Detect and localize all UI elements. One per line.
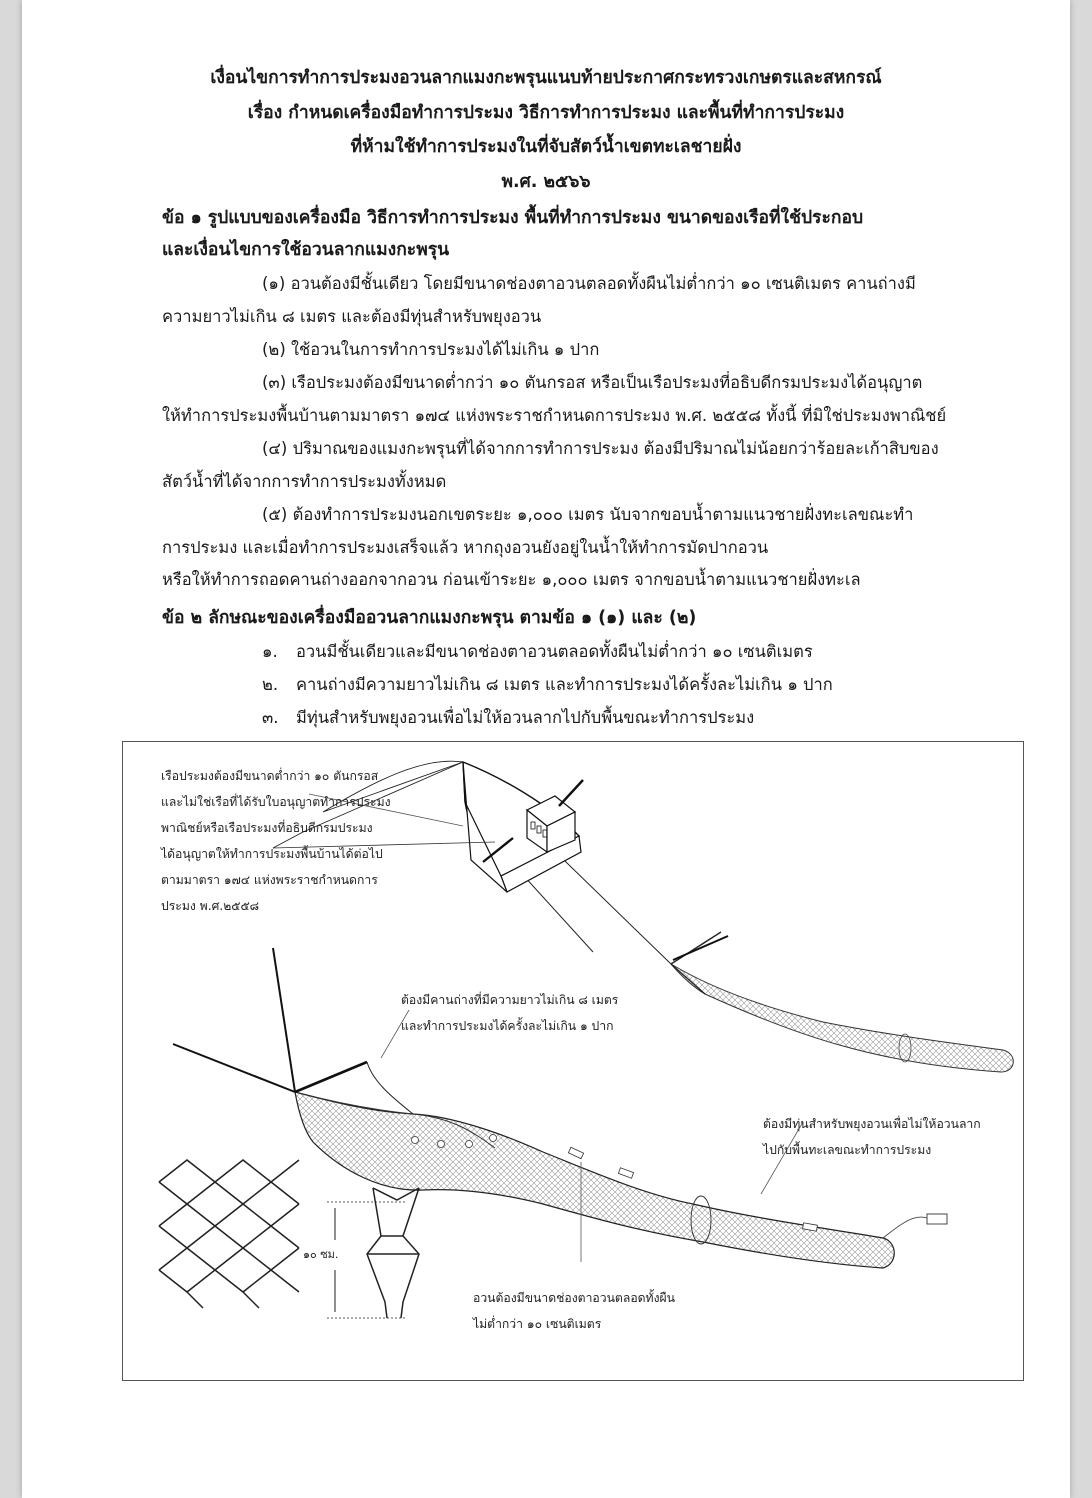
boat-caption-line: ตามมาตรา ๑๗๔ แห่งพระราชกำหนดการ <box>161 873 378 887</box>
clause-5-line-2: การประมง และเมื่อทำการประมงเสร็จแล้ว หากถุงอวนยังอยู่ในน้ำให้ทำการมัดปากอวน <box>162 538 769 557</box>
list-item-text: มีทุ่นสำหรับพยุงอวนเพื่อไม่ให้อวนลากไปกับพื้นขณะทำการประมง <box>296 708 755 727</box>
boat-caption-line: พาณิชย์หรือเรือประมงที่อธิบดีกรมประมง <box>161 821 373 835</box>
mesh-size-diagram <box>327 1188 419 1318</box>
mesh-size-label: ๑๐ ซม. <box>303 1248 339 1261</box>
list-item-text: คานถ่างมีความยาวไม่เกิน ๘ เมตร และทำการประมงได้ครั้งละไม่เกิน ๑ ปาก <box>296 675 833 694</box>
mesh-caption-line: อวนต้องมีขนาดช่องตาอวนตลอดทั้งผืน <box>473 1291 676 1305</box>
mesh-diagram <box>159 1160 299 1308</box>
section-1-heading-cont: และเงื่อนไขการใช้อวนลากแมงกะพรุน <box>162 240 450 260</box>
list-item-number: ๑. <box>262 642 278 661</box>
beam-caption-line: และทำการประมงได้ครั้งละไม่เกิน ๑ ปาก <box>401 1019 614 1033</box>
clause-4-line-2: สัตว์น้ำที่ได้จากการทำการประมงทั้งหมด <box>162 472 447 491</box>
clause-1-line-2: ความยาวไม่เกิน ๘ เมตร และต้องมีทุ่นสำหรับพยุงอวน <box>162 307 542 326</box>
float-caption-line: ไปกับพื้นทะเลขณะทำการประมง <box>763 1143 932 1157</box>
beam-caption-line: ต้องมีคานถ่างที่มีความยาวไม่เกิน ๘ เมตร <box>401 993 619 1007</box>
clause-1-line-1: (๑) อวนต้องมีชั้นเดียว โดยมีขนาดช่องตาอวนตลอดทั้งผืนไม่ต่ำกว่า ๑๐ เซนติเมตร คานถ่างมี <box>262 274 916 293</box>
boat-caption-line: และไม่ใช่เรือที่ได้รับใบอนุญาตทำการประมง <box>161 795 391 809</box>
clause-5-line-1: (๕) ต้องทำการประมงนอกเขตระยะ ๑,๐๐๐ เมตร นับจากขอบน้ำตามแนวชายฝั่งทะเลขณะทำ <box>262 505 914 524</box>
list-item <box>262 673 833 697</box>
list-item <box>262 640 813 664</box>
section-2-heading: ข้อ ๒ ลักษณะของเครื่องมืออวนลากแมงกะพรุน ตามข้อ ๑ (๑) และ (๒) <box>162 608 697 628</box>
boat-caption-line: ประมง พ.ศ.๒๕๕๘ <box>161 899 260 913</box>
rear-trawl-net <box>671 932 1013 1072</box>
clause-4-line-1: (๔) ปริมาณของแมงกะพรุนที่ได้จากการทำการประมง ต้องมีปริมาณไม่น้อยกว่าร้อยละเก้าสิบของ <box>262 439 939 458</box>
list-item-number: ๓. <box>262 708 279 727</box>
boat-caption-line: ได้อนุญาตให้ทำการประมงพื้นบ้านได้ต่อไป <box>161 847 383 861</box>
trawl-diagram <box>122 741 1024 1381</box>
doc-title-line-2: เรื่อง กำหนดเครื่องมือทำการประมง วิธีการทำการประมง และพื้นที่ทำการประมง <box>247 103 845 123</box>
list-item-number: ๒. <box>262 675 279 694</box>
mesh-caption-line: ไม่ต่ำกว่า ๑๐ เซนติเมตร <box>473 1317 602 1331</box>
doc-year: พ.ศ. ๒๕๖๖ <box>501 172 591 192</box>
clause-3-line-2: ให้ทำการประมงพื้นบ้านตามมาตรา ๑๗๔ แห่งพระราชกำหนดการประมง พ.ศ. ๒๕๕๘ ทั้งนี้ ที่มิใช่ประมงพาณิชย์ <box>162 406 947 425</box>
float-caption-line: ต้องมีทุ่นสำหรับพยุงอวนเพื่อไม่ให้อวนลาก <box>763 1117 981 1131</box>
list-item <box>262 706 754 730</box>
spreader-beam <box>295 1062 367 1092</box>
section-1-heading: ข้อ ๑ รูปแบบของเครื่องมือ วิธีการทำการประมง พื้นที่ทำการประมง ขนาดของเรือที่ใช้ประกอบ <box>162 208 864 228</box>
clause-5-line-3: หรือให้ทำการถอดคานถ่างออกจากอวน ก่อนเข้าระยะ ๑,๐๐๐ เมตร จากขอบน้ำตามแนวชายฝั่งทะเล <box>162 570 861 589</box>
clause-3-line-1: (๓) เรือประมงต้องมีขนาดต่ำกว่า ๑๐ ตันกรอส หรือเป็นเรือประมงที่อธิบดีกรมประมงได้อนุญาต <box>262 373 923 392</box>
doc-title-line-1: เงื่อนไขการทำการประมงอวนลากแมงกะพรุนแนบท้ายประกาศกระทรวงเกษตรและสหกรณ์ <box>210 68 882 88</box>
document-page <box>22 0 1070 1498</box>
clause-2: (๒) ใช้อวนในการทำการประมงได้ไม่เกิน ๑ ปาก <box>262 340 600 359</box>
doc-title-line-3: ที่ห้ามใช้ทำการประมงในที่จับสัตว์น้ำเขตทะเลชายฝั่ง <box>350 137 742 157</box>
list-item-text: อวนมีชั้นเดียวและมีขนาดช่องตาอวนตลอดทั้งผืนไม่ต่ำกว่า ๑๐ เซนติเมตร <box>296 642 813 661</box>
boat-caption-line: เรือประมงต้องมีขนาดต่ำกว่า ๑๐ ตันกรอส <box>161 769 379 783</box>
